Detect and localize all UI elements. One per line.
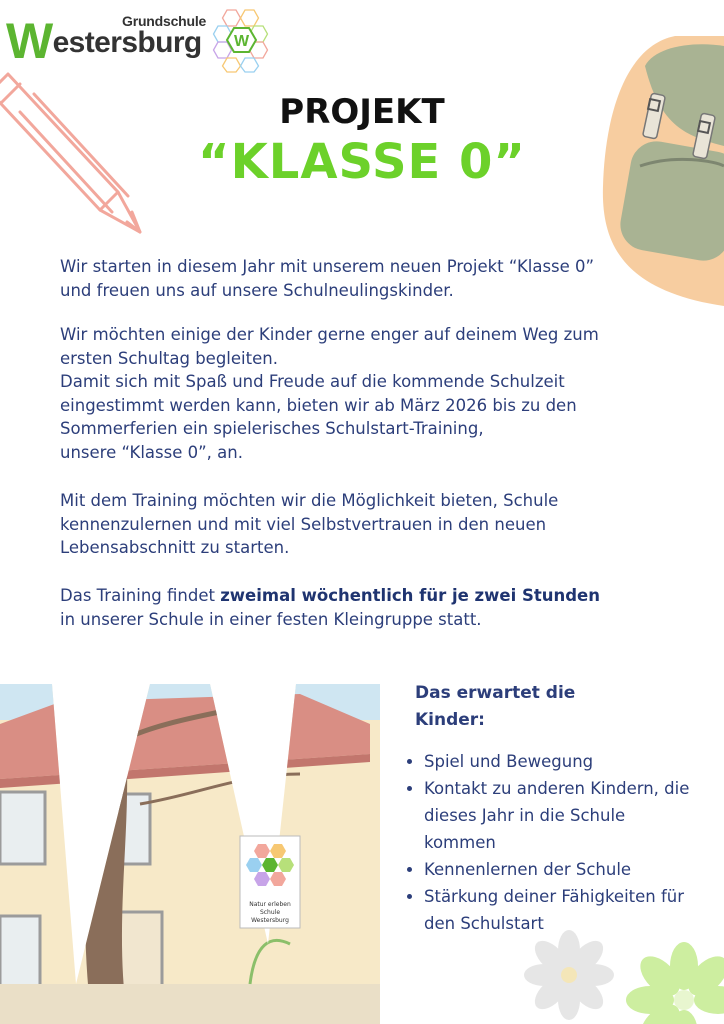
heading-line: Das erwartet die [415,683,576,703]
text-line: unsere “Klasse 0”, an. [60,442,243,462]
sign-line-3: Westersburg [251,917,289,924]
text-line: eingestimmt werden kann, bieten wir ab März 2026 bis zu den [60,395,577,415]
text-line: kennenzulernen und mit viel Selbstvertrauen in den neuen [60,514,547,534]
school-building-photo [0,684,380,1024]
text-line: Wir möchten einige der Kinder gerne enger auf deinem Weg zum [60,325,599,344]
list-item: • Stärkung deiner Fähigkeiten für den Schulstart [424,883,694,937]
sign-line-1: Natur erleben [249,901,291,908]
logo-school-name [6,13,202,69]
training-paragraph [60,489,660,560]
list-item: • Spiel und Bewegung [424,748,694,775]
schedule-text: Das Training findet [60,586,221,605]
text-line: Wir starten in diesem Jahr mit unserem neuen Projekt “Klasse 0” [60,257,595,276]
school-sign [240,836,300,928]
expectations-list [398,748,694,937]
flower-icon [614,944,724,1024]
goal-paragraph [60,323,660,464]
logo-initial: W [6,13,53,69]
text-line: Sommerferien ein spielerisches Schulstart-Training, [60,419,484,438]
schedule-emphasis: zweimal wöchentlich für je zwei Stunden [220,586,600,605]
intro-paragraph [60,255,660,302]
heading-line: Kinder: [415,710,485,730]
logo-hex-letter: W [233,33,250,50]
text-line [60,584,660,608]
text-line: Lebensabschnitt zu starten. [60,538,290,557]
expectations-heading [415,680,635,734]
title-projekt: PROJEKT [279,92,445,132]
flower-icon [524,930,614,1020]
logo-name-rest: estersburg [52,26,202,59]
text-line: Damit sich mit Spaß und Freude auf die kommende Schulzeit [60,372,565,391]
title-klasse-0: “KLASSE 0” [198,134,526,190]
list-item: • Kontakt zu anderen Kindern, die dieses Jahr in die Schule kommen [424,775,694,856]
hexagon-logo-icon [212,8,272,72]
schedule-paragraph [60,584,660,631]
logo-school-word: Grundschule [122,13,207,29]
sign-line-2: Schule [259,909,281,916]
text-line: in unserer Schule in einer festen Kleingruppe statt. [60,609,482,629]
list-item: • Kennenlernen der Schule [424,856,694,883]
text-line: ersten Schultag begleiten. [60,348,278,368]
text-line: und freuen uns auf unsere Schulneulingskinder. [60,280,454,300]
text-line: Mit dem Training möchten wir die Möglichkeit bieten, Schule [60,491,559,510]
